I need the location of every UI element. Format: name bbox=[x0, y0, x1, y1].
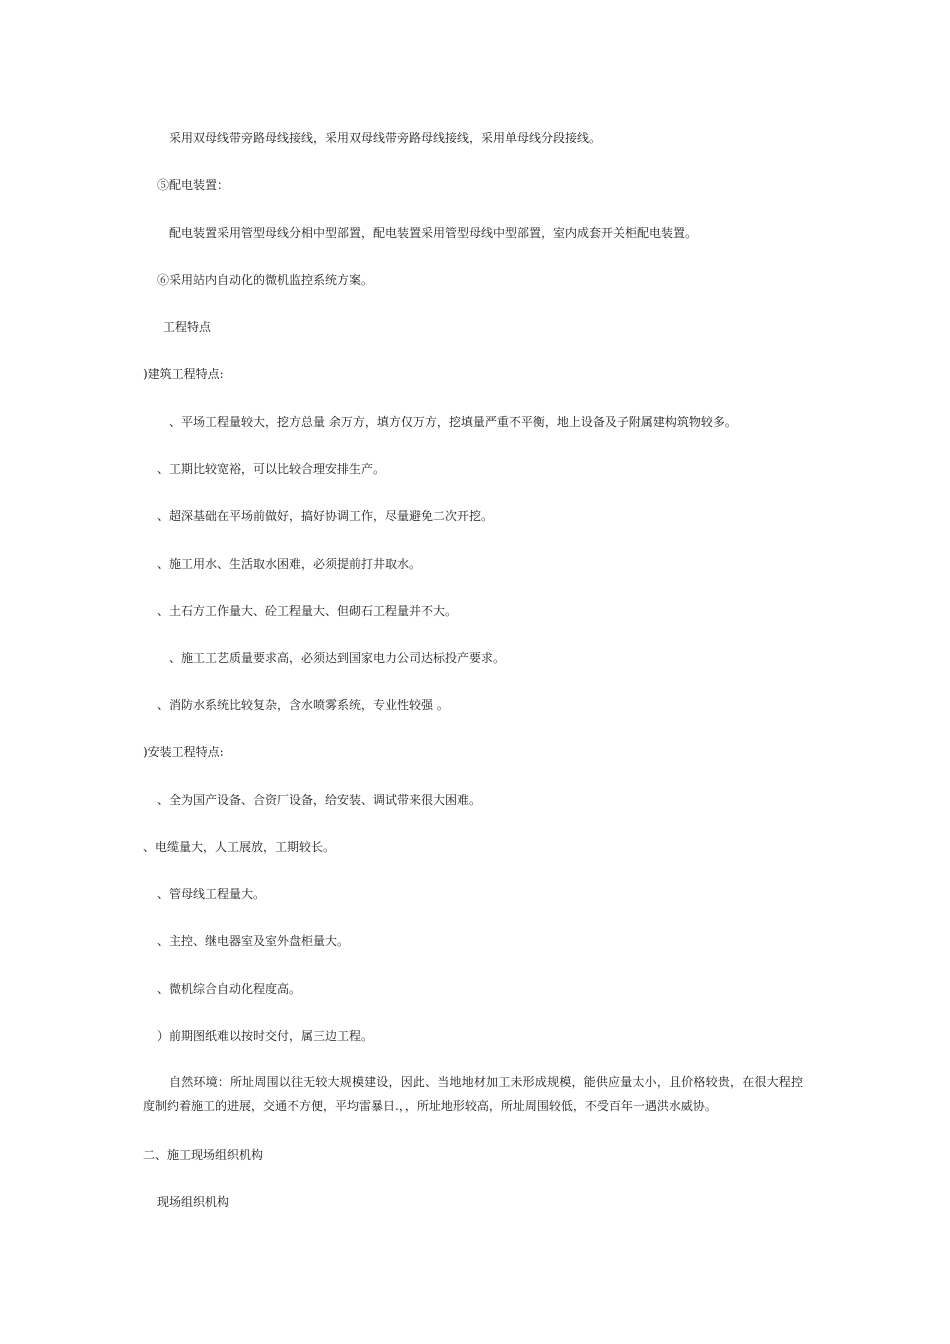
list-item-install-4: 、主控、继电器室及室外盘柜量大。 bbox=[157, 934, 350, 948]
list-item-install-6: ）前期图纸难以按时交付，属三边工程。 bbox=[157, 1029, 374, 1043]
list-item-install-1: 、全为国产设备、合资厂设备，给安装、调试带来很大困难。 bbox=[157, 793, 482, 807]
list-item-civil-6: 、施工工艺质量要求高，必须达到国家电力公司达标投产要求。 bbox=[169, 651, 506, 665]
section-heading-project-features: 工程特点 bbox=[163, 320, 212, 334]
list-item-civil-1: 、平场工程量较大，挖方总量 余万方，填方仅万方，挖填量严重不平衡，地上设备及子附属建构筑物较多。 bbox=[169, 415, 737, 429]
text-line-distribution-heading: ⑤配电装置： bbox=[157, 178, 230, 192]
section-heading-site-organization: 二、施工现场组织机构 bbox=[143, 1148, 264, 1162]
subsection-heading-installation: )安装工程特点: bbox=[143, 745, 224, 759]
list-item-install-3: 、管母线工程量大。 bbox=[157, 887, 266, 901]
list-item-install-2: 、电缆量大，人工展放，工期较长。 bbox=[143, 840, 336, 854]
text-line-monitoring: ⑥采用站内自动化的微机监控系统方案。 bbox=[157, 273, 374, 287]
list-item-civil-5: 、土石方工作量大、砼工程量大、但砌石工程量并不大。 bbox=[157, 604, 458, 618]
list-item-civil-2: 、工期比较宽裕，可以比较合理安排生产。 bbox=[157, 462, 386, 476]
text-line-main-wiring: 采用双母线带旁路母线接线，采用双母线带旁路母线接线，采用单母线分段接线。 bbox=[169, 131, 602, 145]
subsection-heading-civil-works: )建筑工程特点: bbox=[143, 367, 224, 381]
list-item-civil-7: 、消防水系统比较复杂，含水喷雾系统，专业性较强 。 bbox=[157, 698, 449, 712]
list-item-civil-4: 、施工用水、生活取水困难，必须提前打井取水。 bbox=[157, 557, 422, 571]
paragraph-natural-environment: 自然环境：所址周围以往无较大规模建设，因此、当地地材加工未形成规模，能供应量太小，且价格较贵，在很大程控度制约着施工的进展，交通不方便，平均雷暴日.，，所址地形较高，所址周围较低，不受百年一遇洪水威协。 bbox=[143, 1075, 803, 1113]
subsection-heading-site-org-structure: 现场组织机构 bbox=[157, 1195, 230, 1209]
list-item-civil-3: 、超深基础在平场前做好，搞好协调工作，尽量避免二次开挖。 bbox=[157, 509, 494, 523]
list-item-install-5: 、微机综合自动化程度高。 bbox=[157, 982, 302, 996]
text-line-distribution-detail: 配电装置采用管型母线分相中型部置，配电装置采用管型母线中型部置，室内成套开关柜配电装置。 bbox=[169, 226, 698, 240]
